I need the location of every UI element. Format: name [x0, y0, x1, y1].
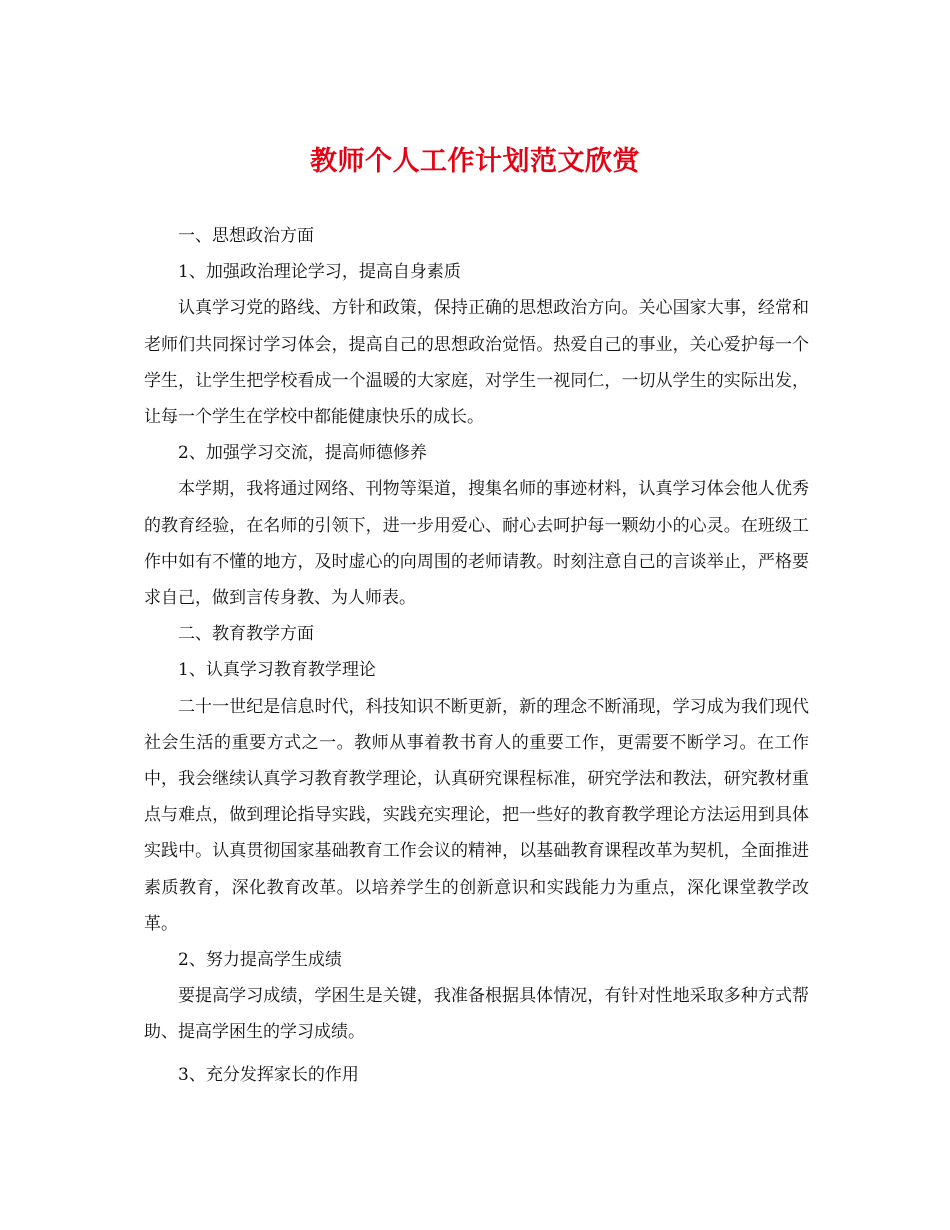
subheading-parents-role: 3、充分发挥家长的作用	[178, 1064, 359, 1085]
body-paragraph: 二十一世纪是信息时代，科技知识不断更新，新的理念不断涌现，学习成为我们现代社会生活的重要方式之一。教师从事着教书育人的重要工作，更需要不断学习。在工作中，我会继续认真学习教育教学理论，认真研究课程标准，研究学法和教法，研究教材重点与难点，做到理论指导实践，实践充实理论，把一些好的教育教学理论方法运用到具体实践中。认真贯彻国家基础教育工作会议的精神，以基础教育课程改革为契机，全面推进素质教育，深化教育改革。以培养学生的创新意识和实践能力为重点，深化课堂教学改革。	[144, 696, 809, 934]
section-heading-politics: 一、思想政治方面	[178, 226, 314, 246]
subheading-theory-study: 1、加强政治理论学习，提高自身素质	[178, 262, 461, 283]
body-paragraph: 认真学习党的路线、方针和政策，保持正确的思想政治方向。关心国家大事，经常和老师们共同探讨学习体会，提高自己的思想政治觉悟。热爱自己的事业，关心爱护每一个学生，让学生把学校看成一个温暖的大家庭，对学生一视同仁，一切从学生的实际出发，让每一个学生在学校中都能健康快乐的成长。	[144, 298, 809, 428]
subheading-student-grades: 2、努力提高学生成绩	[178, 950, 342, 971]
body-paragraph: 要提高学习成绩，学困生是关键，我准备根据具体情况，有针对性地采取多种方式帮助、提高学困生的学习成绩。	[144, 986, 809, 1043]
section-heading-teaching: 二、教育教学方面	[178, 624, 314, 645]
subheading-teacher-ethics: 2、加强学习交流，提高师德修养	[178, 443, 427, 464]
document-title: 教师个人工作计划范文欣赏	[310, 146, 640, 177]
document-body	[144, 218, 809, 1093]
subheading-teaching-theory: 1、认真学习教育教学理论	[178, 660, 376, 681]
body-paragraph: 本学期，我将通过网络、刊物等渠道，搜集名师的事迹材料，认真学习体会他人优秀的教育经验，在名师的引领下，进一步用爱心、耐心去呵护每一颗幼小的心灵。在班级工作中如有不懂的地方，及时虚心的向周围的老师请教。时刻注意自己的言谈举止，严格要求自己，做到言传身教、为人师表。	[144, 479, 809, 609]
